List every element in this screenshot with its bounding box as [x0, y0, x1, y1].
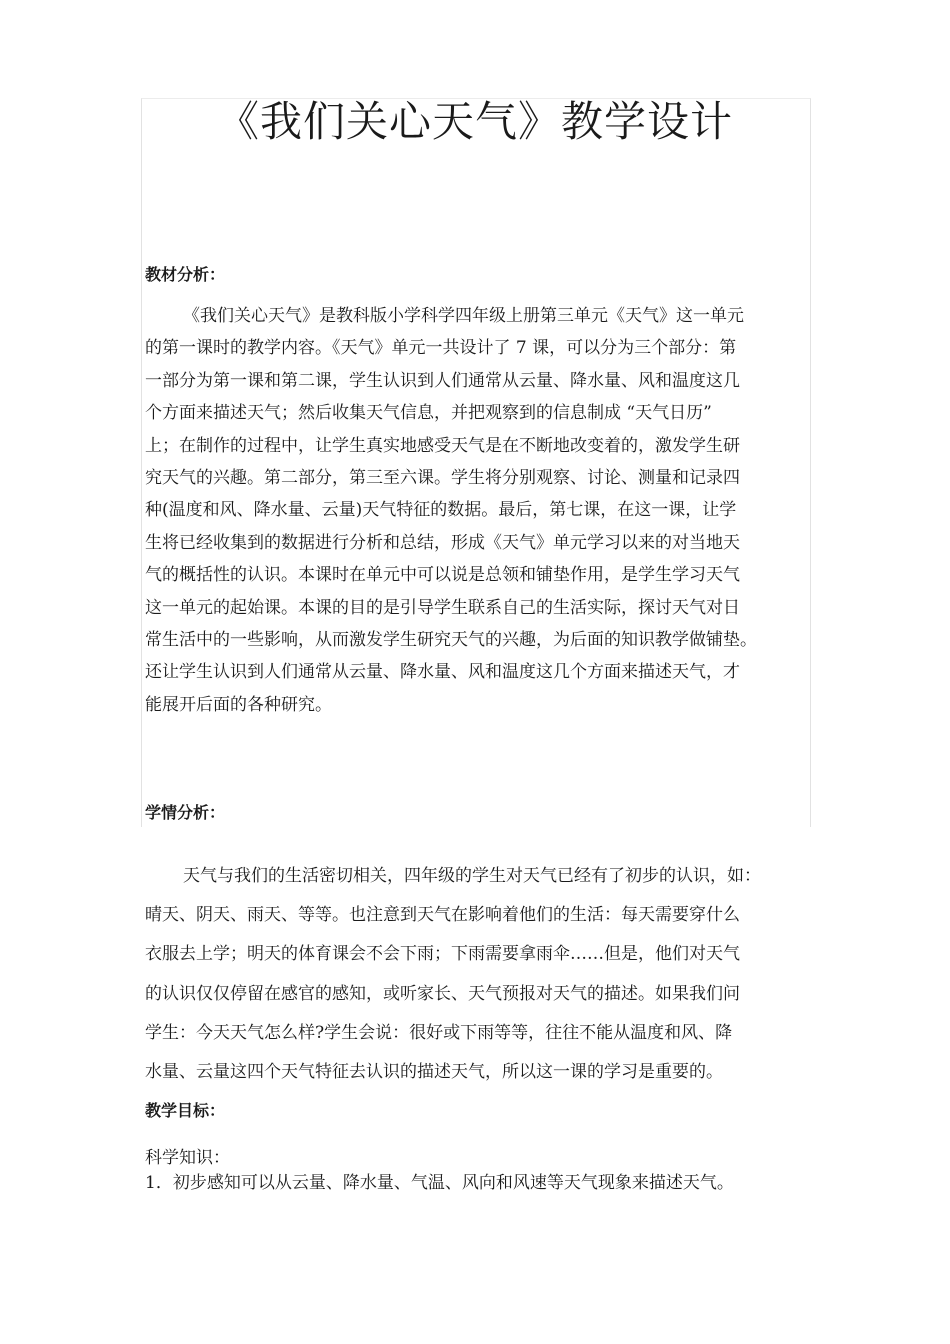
paragraph-line: 天气与我们的生活密切相关，四年级的学生对天气已经有了初步的认识，如： [183, 866, 761, 886]
section-heading-goals: 教学目标： [145, 1101, 226, 1120]
paragraph-line: 究天气的兴趣。第二部分，第三至六课。学生将分别观察、讨论、测量和记录四 [145, 468, 740, 489]
paragraph-line: 种(温度和风、降水量、云量)天气特征的数据。最后，第七课，在这一课，让学 [145, 500, 737, 521]
paragraph-line: 的第一课时的教学内容。《天气》单元一共设计了 7 课，可以分为三个部分：第 [145, 338, 737, 359]
section-heading-student: 学情分析： [145, 803, 226, 822]
paragraph-line: 上；在制作的过程中，让学生真实地感受天气是在不断地改变着的，激发学生研 [145, 435, 740, 456]
paragraph-line: 晴天、阴天、雨天、等等。也注意到天气在影响着他们的生活：每天需要穿什么 [145, 905, 740, 926]
paragraph-line: 《我们关心天气》是教科版小学科学四年级上册第三单元《天气》这一单元 [183, 306, 744, 326]
paragraph-line: 生将已经收集到的数据进行分析和总结，形成《天气》单元学习以来的对当地天 [145, 532, 740, 553]
paragraph-line: 一部分为第一课和第二课，学生认识到人们通常从云量、降水量、风和温度这几 [145, 370, 740, 391]
paragraph-line: 的认识仅仅停留在感官的感知，或听家长、天气预报对天气的描述。如果我们问 [145, 983, 740, 1004]
paragraph-line: 学生：今天天气怎么样?学生会说：很好或下雨等等，往往不能从温度和风、降 [145, 1022, 733, 1043]
paragraph-line: 这一单元的起始课。本课的目的是引导学生联系自己的生活实际，探讨天气对日 [145, 597, 740, 618]
paragraph-line: 还让学生认识到人们通常从云量、降水量、风和温度这几个方面来描述天气，才 [145, 662, 740, 683]
paragraph-line: 个方面来描述天气；然后收集天气信息，并把观察到的信息制成 “天气日历” [145, 403, 712, 424]
goals-item: 1．初步感知可以从云量、降水量、气温、风向和风速等天气现象来描述天气。 [145, 1173, 734, 1193]
document-title: 《我们关心天气》教学设计 [216, 97, 733, 146]
material-analysis-paragraph [145, 300, 813, 721]
paragraph-line: 能展开后面的各种研究。 [145, 694, 332, 715]
student-analysis-paragraph [145, 857, 813, 1092]
goals-subheading: 科学知识： [145, 1148, 230, 1168]
paragraph-line: 衣服去上学；明天的体育课会不会下雨；下雨需要拿雨伞……但是，他们对天气 [145, 944, 740, 965]
paragraph-line: 水量、云量这四个天气特征去认识的描述天气，所以这一课的学习是重要的。 [145, 1062, 723, 1083]
section-heading-material: 教材分析： [145, 265, 226, 284]
paragraph-line: 常生活中的一些影响，从而激发学生研究天气的兴趣，为后面的知识教学做铺垫。 [145, 630, 757, 651]
paragraph-line: 气的概括性的认识。本课时在单元中可以说是总领和铺垫作用，是学生学习天气 [145, 565, 740, 586]
